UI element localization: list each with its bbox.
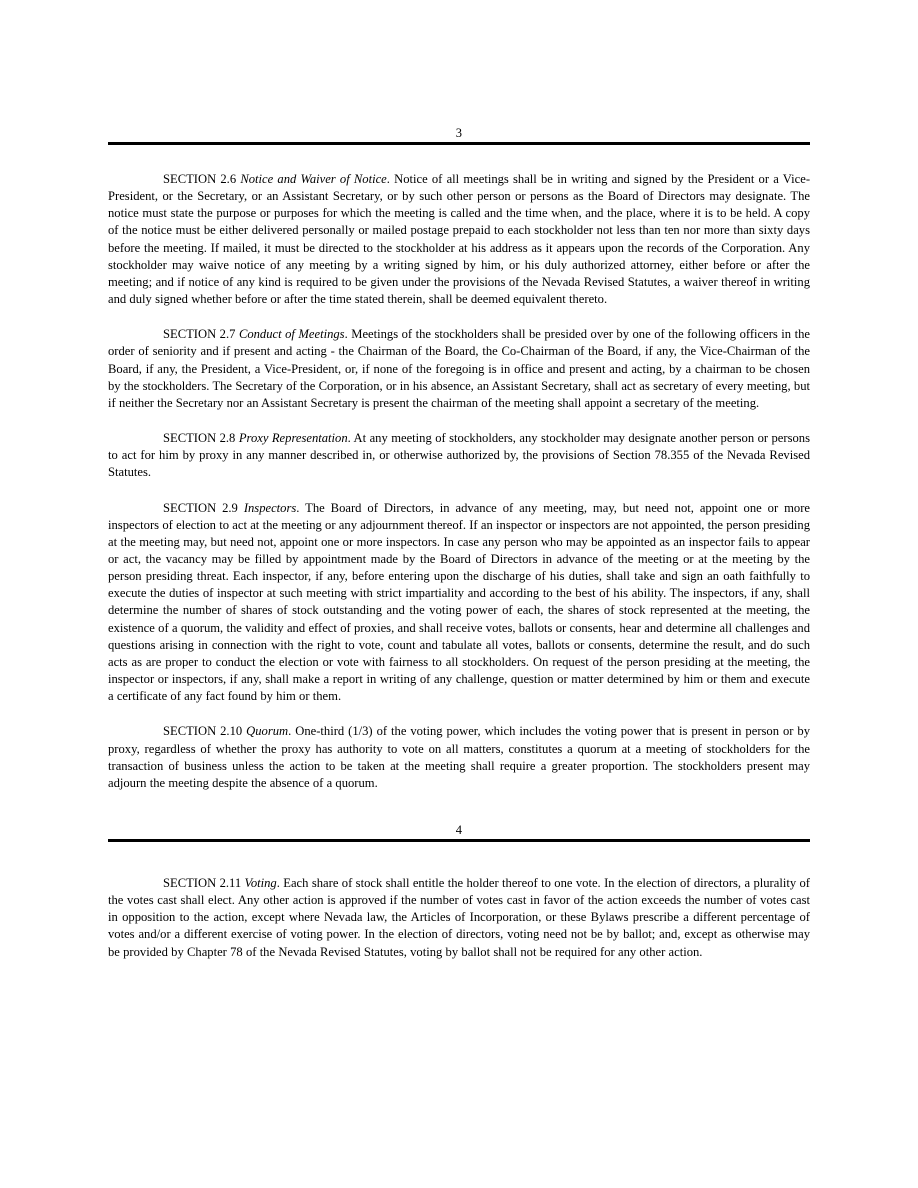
section-2-11 [108,875,810,961]
section-2-10 [108,723,810,792]
section-2-6 [108,171,810,308]
section-body: . Notice of all meetings shall be in writing and signed by the President or a Vice-President, or the Secretary, or an Assistant Secretary, or by such other person or persons as the Board of Directors may designate. The notice must state the purpose or purposes for which the meeting is called and the time when, and the place, where it is to be held. A copy of the notice must be either delivered personally or mailed postage prepaid to each stockholder not less than ten nor more than sixty days before the meeting. If mailed, it must be directed to the stockholder at his address as it appears upon the records of the Corporation. Any stockholder may waive notice of any meeting by a writing signed by him, or his duly authorized attorney, either before or after the meeting; and if notice of any kind is required to be given under the provisions of the Nevada Revised Statutes, a waiver thereof in writing and duly signed whether before or after the time stated therein, shall be deemed equivalent thereto. [108,172,811,307]
section-2-8 [108,430,810,481]
section-label: SECTION 2.8 [163,431,236,446]
page-number: 3 [455,126,463,140]
section-label: SECTION 2.7 [163,327,236,342]
section-body: . The Board of Directors, in advance of any meeting, may, but need not, appoint one or more inspectors of election to act at the meeting or any adjournment thereof. If an inspector or inspectors are not appointed, the person presiding at the meeting may, but need not, appoint one or more inspectors. In case any person who may be appointed as an inspector fails to appear or act, the vacancy may be filled by appointment made by the Board of Directors in advance of the meeting or at the meeting by the person presiding threat. Each inspector, if any, before entering upon the discharge of his duties, shall take and sign an oath faithfully to execute the duties of inspector at such meeting with strict impartiality and according to the best of his ability. The inspectors, if any, shall determine the number of shares of stock outstanding and the voting power of each, the shares of stock represented at the meeting, the existence of a quorum, the validity and effect of proxies, and shall receive votes, ballots or consents, hear and determine all challenges and questions arising in connection with the right to vote, count and tabulate all votes, ballots or consents, determine the result, and do such acts as are proper to conduct the election or vote with fairness to all stockholders. On request of the person presiding at the meeting, the inspector or inspectors, if any, shall make a report in writing of any challenge, question or matter determined by him or them and execute a certificate of any fact found by him or them. [108,500,810,704]
document-content-column [108,0,810,961]
section-body: . One-third (1/3) of the voting power, which includes the voting power that is present in person or by proxy, regardless of whether the proxy has authority to vote on all matters, constitutes a quorum at a meeting of stockholders for the transaction of business unless the action to be taken at the meeting shall require a greater proportion. The stockholders present may adjourn the meeting despite the absence of a quorum. [108,724,811,790]
page-body-3 [108,171,810,792]
section-title: Conduct of Meetings [238,327,345,342]
page-body-4 [108,875,810,961]
section-body: . Meetings of the stockholders shall be presided over by one of the following officers in the order of seniority and if present and acting - the Chairman of the Board, the Co-Chairman of the Board, if any, the Vice-Chairman of the Board, if any, the President, a Vice-President, or, if none of the foregoing is in office and present and acting, by a chairman to be chosen by the stockholders. The Secretary of the Corporation, or in his absence, an Assistant Secretary, shall act as secretary of every meeting, but if neither the Secretary nor an Assistant Secretary is present the chairman of the meeting shall appoint a secretary of the meeting. [108,327,810,410]
header-rule [108,142,810,145]
section-label: SECTION 2.11 [163,876,242,890]
page-header-4 [108,823,810,842]
page-header-3 [108,126,810,145]
section-title: Notice and Waiver of Notice [240,172,387,186]
section-title: Inspectors [243,500,297,515]
section-title: Proxy Representation [238,431,348,446]
section-body: . At any meeting of stockholders, any stockholder may designate another person or persons to act for him by proxy in any manner described in, or otherwise authorized by, the provisions of Section 78.355 of the Nevada Revised Statutes. [108,431,810,480]
section-label: SECTION 2.9 [163,500,238,515]
section-label: SECTION 2.6 [163,172,237,186]
section-2-7 [108,326,810,412]
page-number: 4 [455,823,463,837]
section-body: . Each share of stock shall entitle the holder thereof to one vote. In the election of directors, a plurality of the votes cast shall elect. Any other action is approved if the number of votes cast in favor of the action exceeds the number of votes cast in opposition to the action, except where Nevada law, the Articles of Incorporation, or these Bylaws prescribe a different percentage of votes and/or a different exercise of voting power. In the election of directors, voting need not be by ballot; and, except as otherwise may be provided by Chapter 78 of the Nevada Revised Statutes, voting by ballot shall not be required for any other action. [108,876,811,959]
section-2-9 [108,500,810,706]
section-title: Voting [244,876,277,890]
section-label: SECTION 2.10 [163,724,243,739]
header-rule [108,839,810,842]
section-title: Quorum [246,724,289,739]
